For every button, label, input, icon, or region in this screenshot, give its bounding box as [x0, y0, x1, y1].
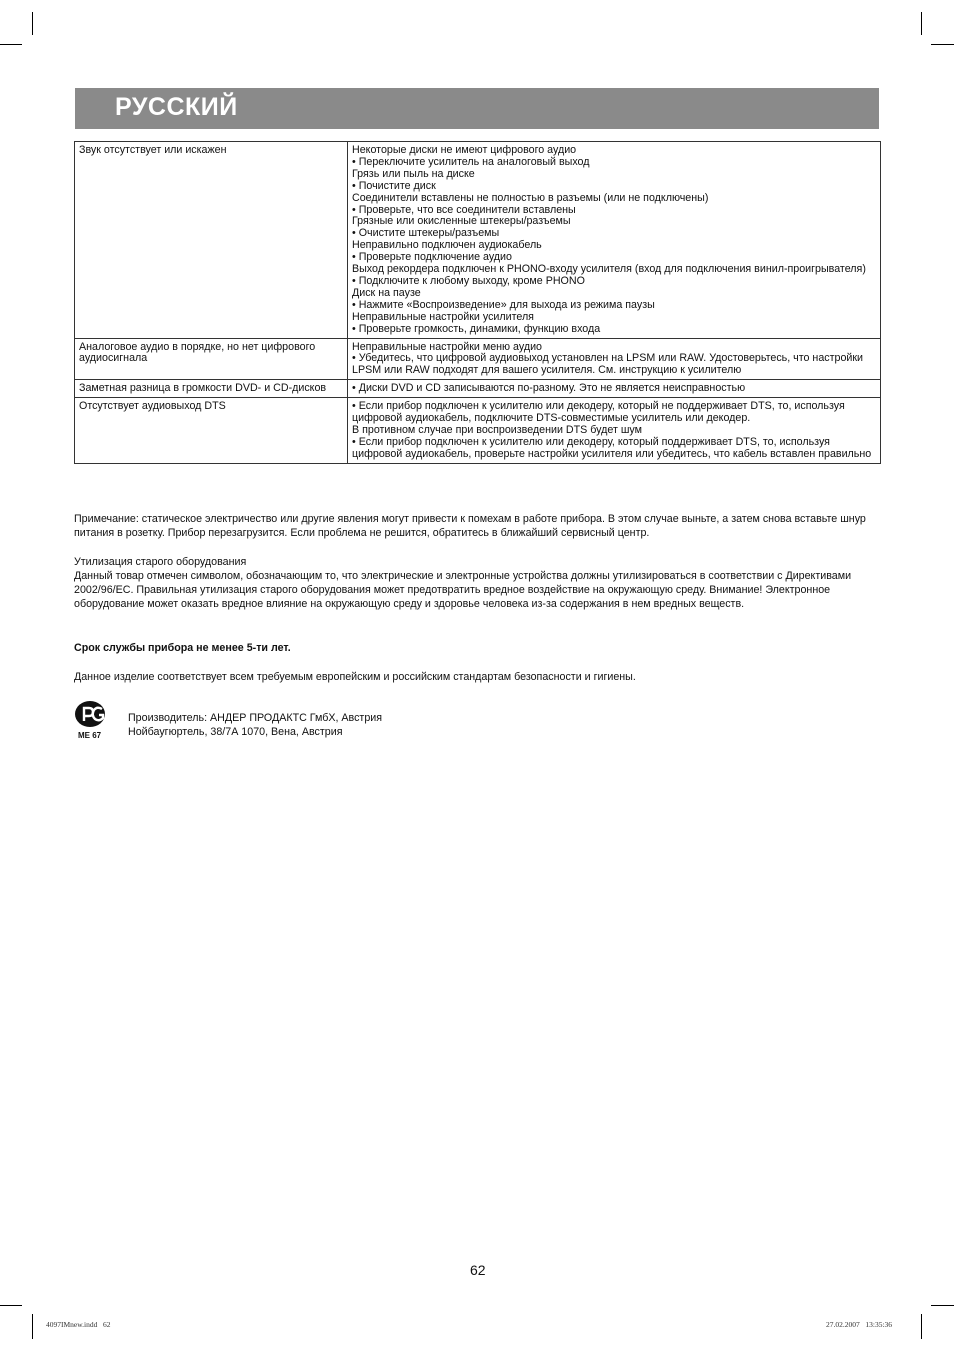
table-row [75, 380, 881, 398]
cause-text: Неправильные настройки меню аудио [352, 340, 542, 353]
cause-text: Соединители вставлены не полностью в разъемы (или не подключены) [352, 191, 709, 204]
crop-mark [32, 12, 33, 35]
solution-step: • Если прибор подключен к усилителю или декодеру, который поддерживает DTS, то, используя цифровой аудиокабель, проверьте настройки усилителя или убедитесь, что кабель вставлен правильно [352, 437, 876, 461]
table-row [75, 142, 881, 339]
manufacturer-info [128, 711, 382, 739]
disposal-title: Утилизация старого оборудования [74, 556, 247, 568]
solution-step: • Переключите усилитель на аналоговый выход [352, 157, 876, 169]
solution-cell [348, 142, 881, 339]
solution-step: • Проверьте подключение аудио [352, 252, 876, 264]
page-number: 62 [470, 1262, 486, 1278]
problem-cell: Отсутствует аудиовыход DTS [75, 398, 348, 464]
footer-file-info: 4097IMnew.indd 62 [46, 1320, 111, 1329]
crop-mark [32, 1314, 33, 1339]
crop-mark [921, 1314, 922, 1339]
cause-text: В противном случае при воспроизведении DTS будет шум [352, 423, 642, 436]
note-paragraph: Примечание: статическое электричество или другие явления могут привести к помехам в работе прибора. В этом случае выньте, а затем снова вставьте шнур питания в розетку. Прибор перезагрузится. Если проблема не решится, обратитесь в ближайший сервисный центр. [74, 513, 866, 540]
crop-mark [931, 44, 954, 45]
language-header-bar [75, 88, 879, 129]
solution-step: • Диски DVD и CD записываются по-разному. Это не является неисправностью [352, 383, 876, 395]
solution-step: • Почистите диск [352, 181, 876, 193]
problem-cell: Звук отсутствует или искажен [75, 142, 348, 339]
cause-text: Грязные или окисленные штекеры/разъемы [352, 215, 571, 228]
cause-text: Некоторые диски не имеют цифрового аудио [352, 144, 577, 156]
cause-text: Неправильные настройки усилителя [352, 310, 534, 323]
cause-text: Неправильно подключен аудиокабель [352, 239, 542, 252]
solution-step: • Подключите к любому выходу, кроме PHONO [352, 276, 876, 288]
compliance-text: Данное изделие соответствует всем требуемым европейским и российским стандартам безопасности и гигиены. [74, 671, 636, 683]
problem-cell: Аналоговое аудио в порядке, но нет цифрового аудиосигнала [75, 338, 348, 380]
cause-text: Грязь или пыль на диске [352, 167, 475, 180]
table-row [75, 338, 881, 380]
troubleshooting-table [74, 141, 881, 464]
manufacturer-line: Производитель: АНДЕР ПРОДАКТС ГмбХ, Австрия [128, 712, 383, 724]
disposal-paragraph: Данный товар отмечен символом, обозначающим то, что электрические и электронные устройства должны утилизироваться в соответствии с Директивами 2002/96/EC. Правильная утилизация старого оборудования может предотвратить вредное воздействие на окружающую среду. Внимание! Электронное оборудование может оказать вредное влияние на окружающую среду и здоровье человека из-за содержания в нем вредных веществ. [74, 570, 852, 611]
problem-cell: Заметная разница в громкости DVD- и CD-дисков [75, 380, 348, 398]
solution-step: • Очистите штекеры/разъемы [352, 228, 876, 240]
crop-mark [0, 44, 22, 45]
solution-step: • Убедитесь, что цифровой аудиовыход установлен на LPSM или RAW. Удостоверьтесь, что настройки LPSM или RAW подходят для вашего усилителя. См. инструкцию к усилителю [352, 353, 876, 377]
footer-timestamp: 27.02.2007 13:35:36 [826, 1320, 893, 1329]
solution-cell [348, 380, 881, 398]
rst-certification-icon [74, 700, 110, 740]
crop-mark [0, 1305, 22, 1306]
solution-step: • Проверьте, что все соединители вставлены [352, 205, 876, 217]
table-row [75, 398, 881, 464]
solution-step: • Если прибор подключен к усилителю или декодеру, который не поддерживает DTS, то, используя цифровой аудиокабель, подключите DTS-совместимые усилитель или декодер. [352, 401, 876, 425]
cause-text: Диск на паузе [352, 286, 421, 299]
solution-step: • Проверьте громкость, динамики, функцию входа [352, 324, 876, 336]
certification-code: ME 67 [78, 731, 102, 740]
solution-step: • Нажмите «Воспроизведение» для выхода из режима паузы [352, 300, 876, 312]
cause-text: Выход рекордера подключен к PHONO-входу усилителя (вход для подключения винил-проигрывателя) [352, 263, 866, 276]
solution-cell [348, 398, 881, 464]
crop-mark [921, 12, 922, 35]
solution-cell [348, 338, 881, 380]
service-life-text: Срок службы прибора не менее 5-ти лет. [74, 642, 291, 654]
crop-mark [931, 1305, 954, 1306]
page-title: РУССКИЙ [115, 93, 238, 121]
manufacturer-address: Нойбаугюртель, 38/7А 1070, Вена, Австрия [128, 726, 343, 739]
